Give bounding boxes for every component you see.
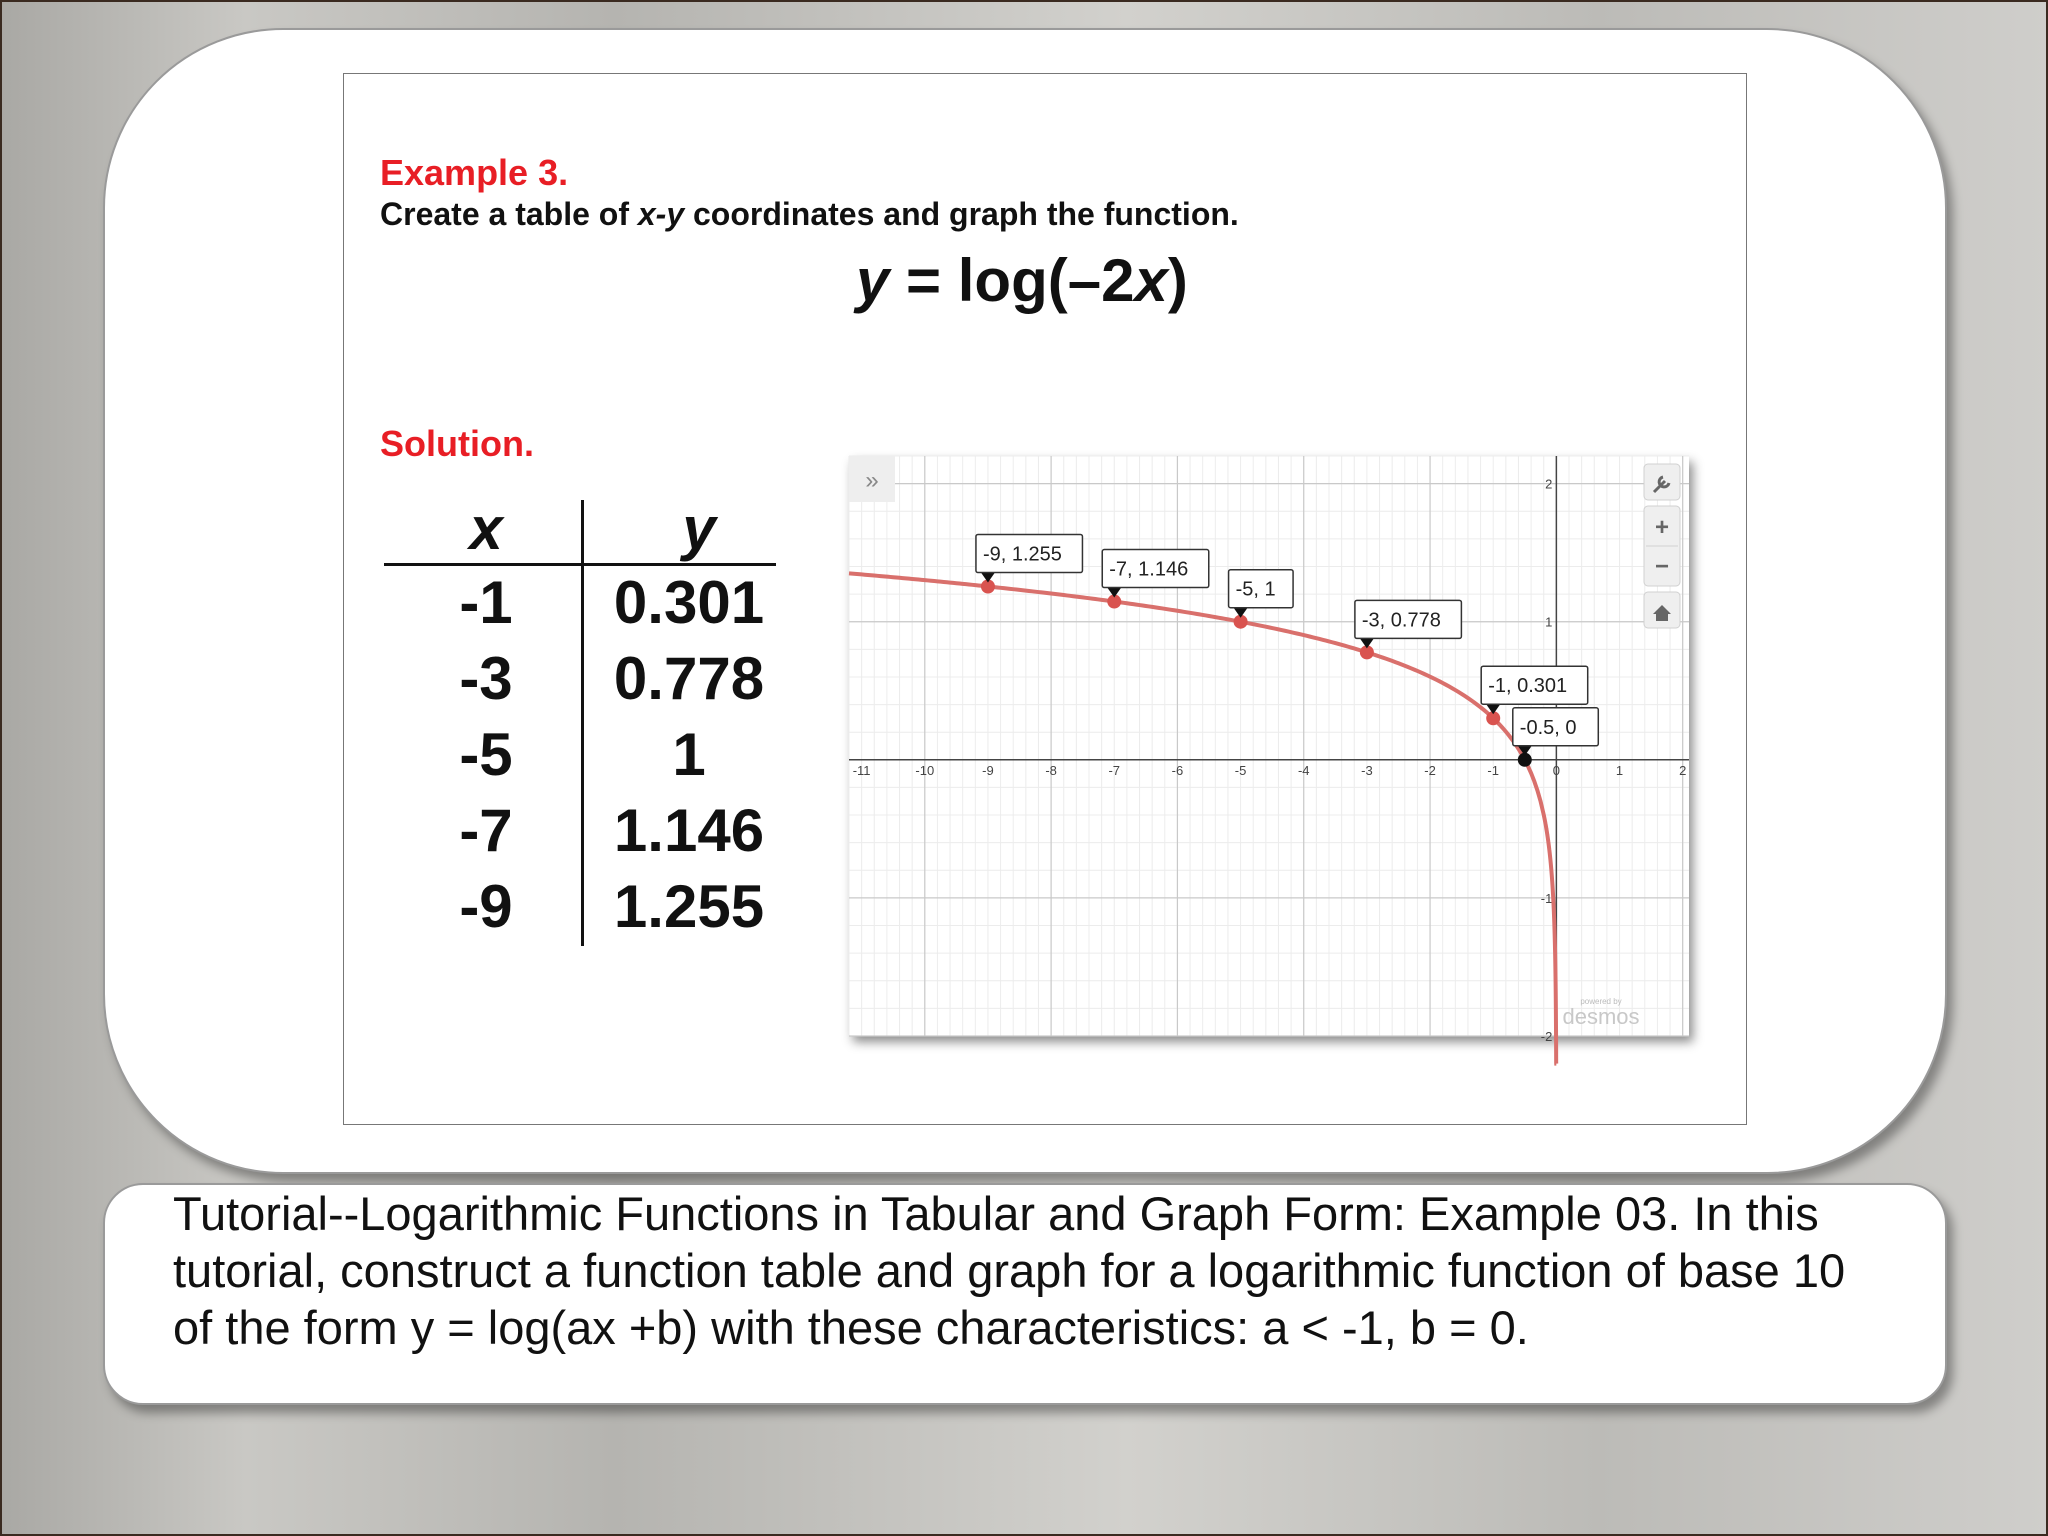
x-tick-label: -3 xyxy=(1361,762,1373,778)
expand-panel-button[interactable] xyxy=(849,456,895,502)
x-tick-label: 0 xyxy=(1552,762,1560,778)
zoom-in-button[interactable]: + xyxy=(1654,514,1670,541)
point-label xyxy=(1102,550,1209,598)
label-pointer xyxy=(1107,588,1121,598)
expand-icon: » xyxy=(865,467,879,494)
y-tick-label: -2 xyxy=(1540,1029,1553,1044)
table-cell-x: -1 xyxy=(459,569,513,636)
x-tick-label: -9 xyxy=(982,762,994,778)
point-label xyxy=(1513,708,1599,756)
x-tick-label: -7 xyxy=(1108,762,1121,778)
label-pointer xyxy=(1234,608,1248,618)
label-pointer xyxy=(981,573,995,583)
x-tick-label: -1 xyxy=(1487,762,1499,778)
label-text: -3, 0.778 xyxy=(1361,609,1441,632)
table-cell-y: 1.146 xyxy=(613,797,765,864)
table-cell-y: 0.301 xyxy=(613,569,765,636)
y-tick-label: 2 xyxy=(1545,476,1553,492)
point-label xyxy=(976,535,1083,583)
task-variable: x-y xyxy=(637,196,685,232)
watermark-small: powered by xyxy=(1580,997,1622,1006)
x-tick-label: -6 xyxy=(1171,762,1184,778)
settings-button[interactable] xyxy=(1644,464,1680,500)
graph-canvas[interactable] xyxy=(849,456,1689,1044)
equation-y: y xyxy=(856,247,890,314)
table-header-divider xyxy=(384,563,776,566)
function-equation xyxy=(856,246,1188,315)
table-header-x: x xyxy=(469,495,503,562)
label-text: -7, 1.146 xyxy=(1109,558,1189,581)
equation-end: ) xyxy=(1167,247,1188,314)
table-header-y: y xyxy=(682,495,716,562)
lesson-slide xyxy=(343,73,1747,1125)
y-tick-label: -1 xyxy=(1540,890,1553,906)
caption-card xyxy=(103,1183,1947,1405)
point-labels xyxy=(976,535,1598,756)
table-cell-x: -3 xyxy=(459,645,513,712)
equation-mid: = log(–2 xyxy=(889,247,1135,314)
y-tick-label: 1 xyxy=(1545,614,1553,630)
solution-label: Solution. xyxy=(380,423,534,464)
table-cell-x: -5 xyxy=(459,721,513,788)
caption-text: Tutorial--Logarithmic Functions in Tabular and Graph Form: Example 03. In this tutorial, construct a function table and graph for a logarithmic function of base 10 of the form y = log(ax +b) with these characteristics: a < -1, b = 0. xyxy=(173,1187,1846,1354)
point-label xyxy=(1229,570,1294,618)
table-cell-y: 0.778 xyxy=(613,645,765,712)
example-title: Example 3. xyxy=(380,152,569,193)
x-tick-label: 1 xyxy=(1615,762,1624,778)
label-pointer xyxy=(1360,638,1374,648)
desmos-watermark xyxy=(1562,997,1639,1029)
point-label xyxy=(1481,666,1588,714)
table-cell-y: 1.255 xyxy=(613,873,765,940)
x-tick-label: -10 xyxy=(915,762,935,778)
home-button[interactable] xyxy=(1644,592,1680,628)
x-tick-label: -8 xyxy=(1045,762,1057,778)
task-text-post: coordinates and graph the function. xyxy=(684,196,1239,232)
table-column-divider xyxy=(581,500,584,946)
table-cell-x: -7 xyxy=(459,797,513,864)
label-text: -1, 0.301 xyxy=(1488,675,1568,698)
task-text-pre: Create a table of xyxy=(380,196,638,232)
table-cell-y: 1 xyxy=(672,721,706,788)
label-text: -5, 1 xyxy=(1235,578,1276,601)
equation-x: x xyxy=(1134,247,1168,314)
label-text: -9, 1.255 xyxy=(982,543,1062,566)
desmos-graph[interactable] xyxy=(849,456,1689,1044)
x-tick-label: -5 xyxy=(1234,762,1247,778)
x-tick-label: -11 xyxy=(852,762,871,778)
zoom-out-button[interactable]: − xyxy=(1654,553,1670,580)
label-text: -0.5, 0 xyxy=(1519,716,1577,739)
x-tick-label: -2 xyxy=(1424,762,1436,778)
task-instruction xyxy=(380,196,1239,233)
x-tick-label: -4 xyxy=(1297,762,1310,778)
x-tick-label: 2 xyxy=(1679,762,1687,778)
watermark-text: desmos xyxy=(1562,1004,1640,1029)
point-label xyxy=(1355,600,1462,648)
zoom-controls xyxy=(1644,506,1680,586)
table-cell-x: -9 xyxy=(459,873,513,940)
